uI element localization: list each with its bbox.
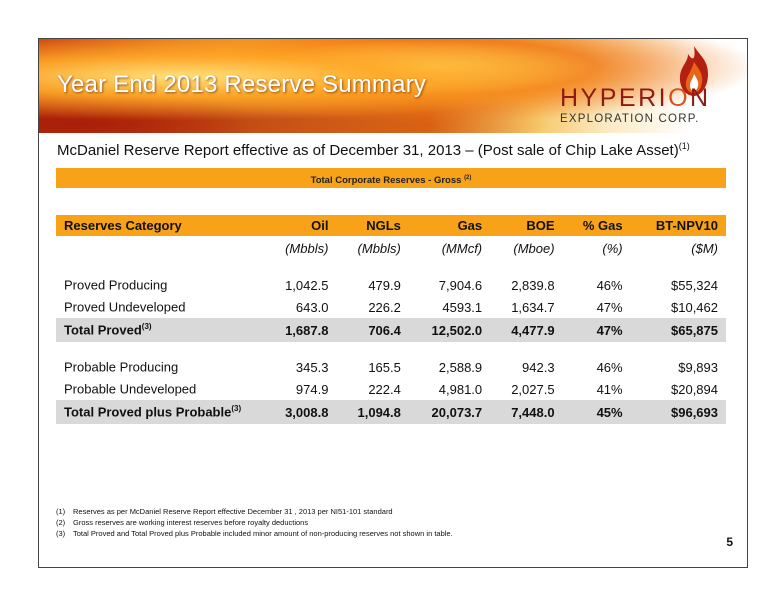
value-cell: 46%	[596, 359, 623, 375]
row-label: Proved Producing	[64, 277, 168, 293]
value-cell: $9,893	[678, 359, 718, 375]
value-cell: $20,894	[671, 381, 718, 397]
value-cell: $10,462	[671, 299, 718, 315]
value-cell: 222.4	[368, 381, 401, 397]
value-cell: 942.3	[522, 359, 555, 375]
row-label: Total Proved plus Probable$^{(3)}$	[56, 400, 264, 424]
header-cell: BT-NPV10	[631, 215, 726, 236]
logo-subtitle: EXPLORATION CORP.	[560, 113, 700, 125]
value-cell: 2,588.9	[438, 359, 483, 375]
page-title: Year End 2013 Reserve Summary	[57, 71, 427, 98]
fire-banner	[39, 39, 747, 133]
value-cell: 2,839.8	[511, 277, 555, 293]
value-cell: 4593.1	[442, 299, 483, 315]
value-cell: 1,094.8	[336, 400, 408, 424]
value-cell: 20,073.7	[409, 400, 490, 424]
value-cell: 706.4	[336, 318, 408, 342]
value-cell: 165.5	[368, 359, 401, 375]
unit-cell: (Mboe)	[513, 240, 555, 256]
value-cell: 1,042.5	[285, 277, 329, 293]
value-cell: 479.9	[368, 277, 401, 293]
footnote: (1) Reserves as per McDaniel Reserve Report effective December 31 , 2013 per NI51-101 standard	[56, 507, 393, 516]
page-number: 5	[726, 535, 733, 549]
value-cell: $65,875	[631, 318, 726, 342]
value-cell: 7,448.0	[490, 400, 562, 424]
header-cell: % Gas	[563, 215, 631, 236]
section-bar: Total Corporate Reserves - Gross $^{(2)}$	[56, 168, 726, 188]
row-label: Probable Undeveloped	[64, 381, 197, 397]
value-cell: 974.9	[295, 381, 329, 397]
value-cell: 2,027.5	[511, 381, 555, 397]
hyperion-logo	[554, 44, 744, 132]
value-cell: 643.0	[295, 299, 329, 315]
header-cell: BOE	[490, 215, 562, 236]
table-row	[56, 356, 726, 378]
total-row	[56, 318, 726, 342]
table-row	[56, 378, 726, 400]
value-cell: 3,008.8	[264, 400, 336, 424]
value-cell: 41%	[596, 381, 623, 397]
units-row	[56, 236, 726, 260]
logo-wordmark: HYPERION	[560, 84, 711, 112]
value-cell: 7,904.6	[438, 277, 483, 293]
unit-cell: (%)	[602, 240, 623, 256]
unit-cell	[56, 236, 264, 260]
row-label: Total Proved$^{(3)}$	[56, 318, 264, 342]
value-cell: 1,687.8	[264, 318, 336, 342]
row-label: Probable Producing	[64, 359, 179, 375]
value-cell: 4,477.9	[490, 318, 562, 342]
footnotes	[56, 506, 453, 539]
header-cell: NGLs	[336, 215, 408, 236]
value-cell: 4,981.0	[438, 381, 483, 397]
table-row	[56, 274, 726, 296]
value-cell: $96,693	[631, 400, 726, 424]
reserves-table	[56, 215, 726, 424]
unit-cell: (Mbbls)	[285, 240, 329, 256]
value-cell: 45%	[563, 400, 631, 424]
value-cell: 12,502.0	[409, 318, 490, 342]
footnote: (2) Gross reserves are working interest reserves before royalty deductions	[56, 518, 309, 527]
footnote: (3) Total Proved and Total Proved plus Probable included minor amount of non-producing reserves not shown in table.	[56, 529, 453, 538]
value-cell: 226.2	[368, 299, 401, 315]
header-cell: Reserves Category	[56, 215, 264, 236]
header-cell: Oil	[264, 215, 336, 236]
report-subtitle: McDaniel Reserve Report effective as of December 31, 2013 – (Post sale of Chip Lake Asset)$^{(1)}$	[57, 141, 690, 159]
value-cell: 46%	[596, 277, 623, 293]
value-cell: 1,634.7	[511, 299, 555, 315]
value-cell: $55,324	[671, 277, 718, 293]
table-header-row	[56, 215, 726, 236]
unit-cell: (Mbbls)	[357, 240, 401, 256]
header-cell: Gas	[409, 215, 490, 236]
table-row	[56, 296, 726, 318]
total-row	[56, 400, 726, 424]
slide	[38, 38, 748, 568]
value-cell: 47%	[563, 318, 631, 342]
value-cell: 345.3	[295, 359, 329, 375]
row-label: Proved Undeveloped	[64, 299, 186, 315]
unit-cell: ($M)	[691, 240, 718, 256]
value-cell: 47%	[596, 299, 623, 315]
unit-cell: (MMcf)	[441, 240, 483, 256]
